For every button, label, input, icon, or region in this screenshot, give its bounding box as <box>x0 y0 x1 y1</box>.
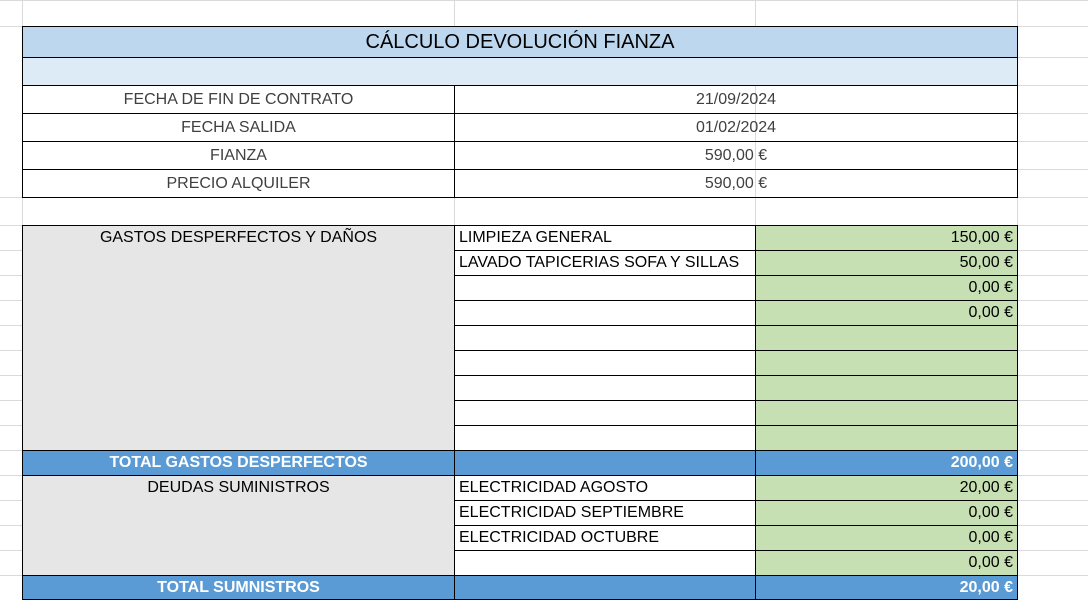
supply-item-amount[interactable]: 0,00 € <box>755 550 1018 576</box>
subtitle-bar[interactable] <box>22 57 1018 86</box>
info-value-exit-date[interactable]: 01/02/2024 <box>454 113 1018 142</box>
damage-item-desc[interactable] <box>454 275 756 301</box>
info-value-end-date[interactable]: 21/09/2024 <box>454 85 1018 114</box>
damage-item-amount[interactable] <box>755 325 1018 351</box>
damage-item-amount[interactable]: 50,00 € <box>755 250 1018 276</box>
damage-item-amount[interactable] <box>755 350 1018 376</box>
supply-item-desc[interactable]: ELECTRICIDAD SEPTIEMBRE <box>454 500 756 526</box>
damage-item-desc[interactable] <box>454 350 756 376</box>
supplies-total-spacer[interactable] <box>454 575 756 600</box>
supplies-total-label[interactable]: TOTAL SUMNISTROS <box>22 575 455 600</box>
info-label-end-date[interactable]: FECHA DE FIN DE CONTRATO <box>22 85 455 114</box>
supply-item-desc[interactable]: ELECTRICIDAD AGOSTO <box>454 475 756 501</box>
damage-item-amount[interactable] <box>755 375 1018 401</box>
supply-item-amount[interactable]: 0,00 € <box>755 500 1018 526</box>
damage-item-amount[interactable] <box>755 425 1018 451</box>
damages-total-label[interactable]: TOTAL GASTOS DESPERFECTOS <box>22 450 455 476</box>
supplies-section-label[interactable]: DEUDAS SUMINISTROS <box>22 475 455 576</box>
damage-item-desc[interactable] <box>454 325 756 351</box>
info-label-rent[interactable]: PRECIO ALQUILER <box>22 169 455 198</box>
damages-section-label[interactable]: GASTOS DESPERFECTOS Y DAÑOS <box>22 225 455 451</box>
damage-item-desc[interactable] <box>454 375 756 401</box>
damages-total-value[interactable]: 200,00 € <box>755 450 1018 476</box>
supply-item-amount[interactable]: 0,00 € <box>755 525 1018 551</box>
info-label-exit-date[interactable]: FECHA SALIDA <box>22 113 455 142</box>
supplies-total-value[interactable]: 20,00 € <box>755 575 1018 600</box>
damage-item-amount[interactable]: 0,00 € <box>755 275 1018 301</box>
supply-item-desc[interactable]: ELECTRICIDAD OCTUBRE <box>454 525 756 551</box>
damage-item-amount[interactable]: 150,00 € <box>755 225 1018 251</box>
damage-item-desc[interactable]: LIMPIEZA GENERAL <box>454 225 756 251</box>
info-value-deposit[interactable]: 590,00 € <box>454 141 1018 170</box>
info-label-deposit[interactable]: FIANZA <box>22 141 455 170</box>
info-value-rent[interactable]: 590,00 € <box>454 169 1018 198</box>
damages-total-spacer[interactable] <box>454 450 756 476</box>
supply-item-desc[interactable] <box>454 550 756 576</box>
damage-item-desc[interactable] <box>454 300 756 326</box>
damage-item-desc[interactable] <box>454 400 756 426</box>
damage-item-amount[interactable] <box>755 400 1018 426</box>
damage-item-desc[interactable] <box>454 425 756 451</box>
sheet-title[interactable]: CÁLCULO DEVOLUCIÓN FIANZA <box>22 26 1018 58</box>
damage-item-amount[interactable]: 0,00 € <box>755 300 1018 326</box>
supply-item-amount[interactable]: 20,00 € <box>755 475 1018 501</box>
damage-item-desc[interactable]: LAVADO TAPICERIAS SOFA Y SILLAS <box>454 250 756 276</box>
